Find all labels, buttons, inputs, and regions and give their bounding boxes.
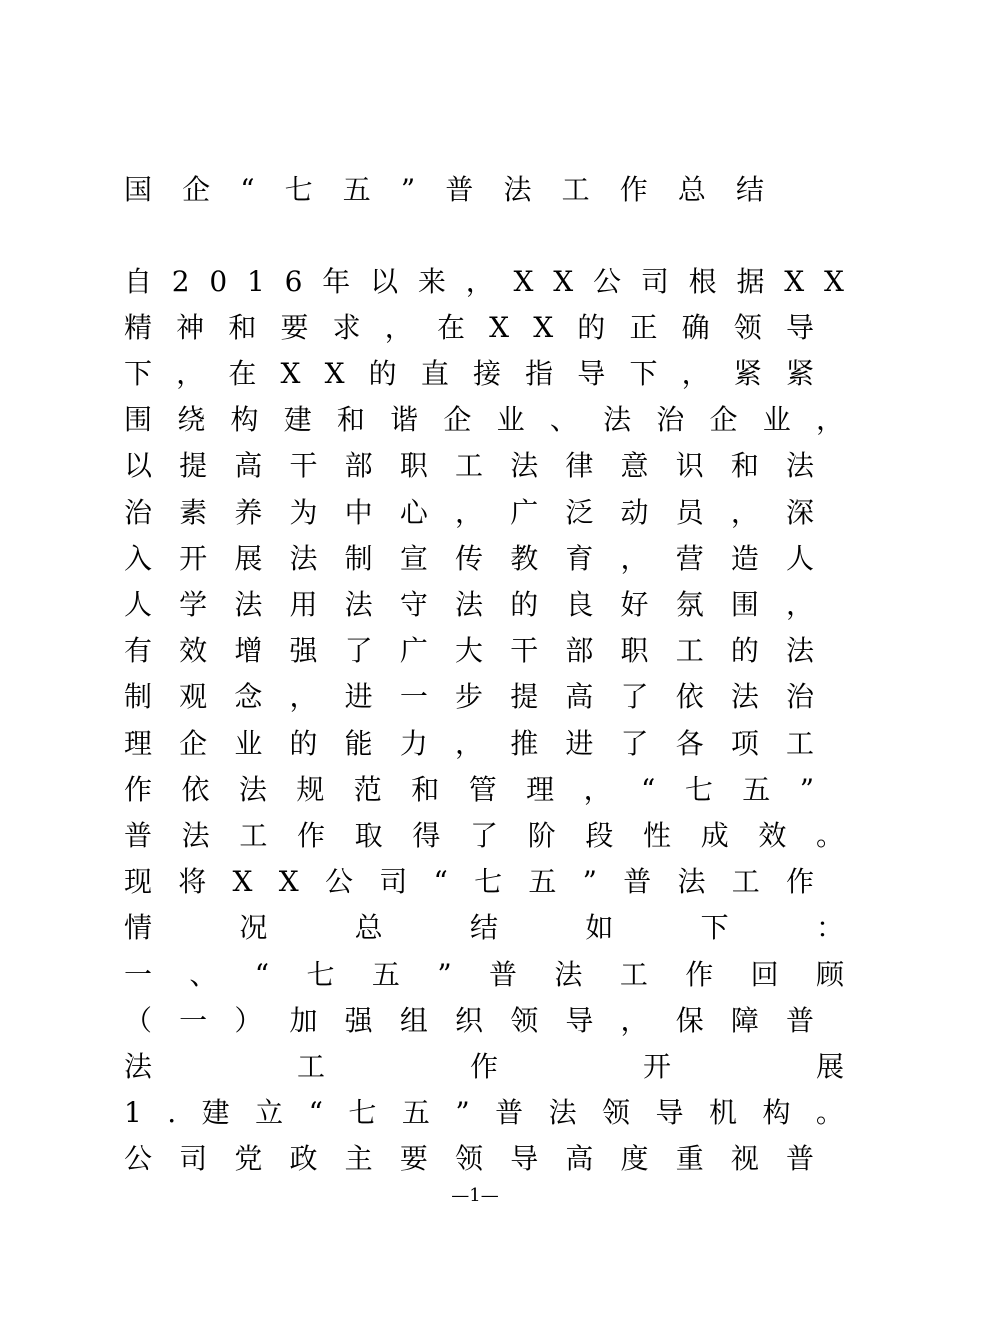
body-line-8: 人学法用法守法的良好氛围， [124,588,842,621]
section-heading-1: 一、“七五”普法工作回顾 [124,958,882,991]
body-line-6: 治素养为中心，广泛动员，深 [124,496,842,529]
body-line-4: 围绕构建和谐企业、法治企业， [124,403,870,436]
body-line-12: 作依法规范和管理，“七五” [124,773,844,806]
document-title: 国企“七五”普法工作总结 [124,173,795,206]
body-line-14: 现将XX公司“七五”普法工作 [124,865,841,898]
body-line-3: 下，在XX的直接指导下，紧紧 [124,357,839,390]
subsection-heading-1-cont: 法工作开展 [124,1050,989,1083]
body-line-2: 精神和要求，在XX的正确领导 [124,311,839,344]
body-line-13: 普法工作取得了阶段性成效。 [124,819,874,852]
body-line-10: 制观念，进一步提高了依法治 [124,680,842,713]
body-line-11: 理企业的能力，推进了各项工 [124,727,842,760]
body-line-1: 自2016年以来，XX公司根据XX [124,265,864,298]
page-number: —1— [451,1185,499,1206]
item-heading-1: 1.建立“七五”普法领导机构。 [124,1096,870,1129]
body-line-16: 公司党政主要领导高度重视普 [124,1142,842,1175]
subsection-heading-1: （一）加强组织领导，保障普 [124,1004,842,1037]
body-line-5: 以提高干部职工法律意识和法 [124,449,842,482]
body-line-9: 有效增强了广大干部职工的法 [124,634,842,667]
body-line-7: 入开展法制宣传教育，营造人 [124,542,842,575]
body-line-15: 情况总结如下： [124,911,932,944]
